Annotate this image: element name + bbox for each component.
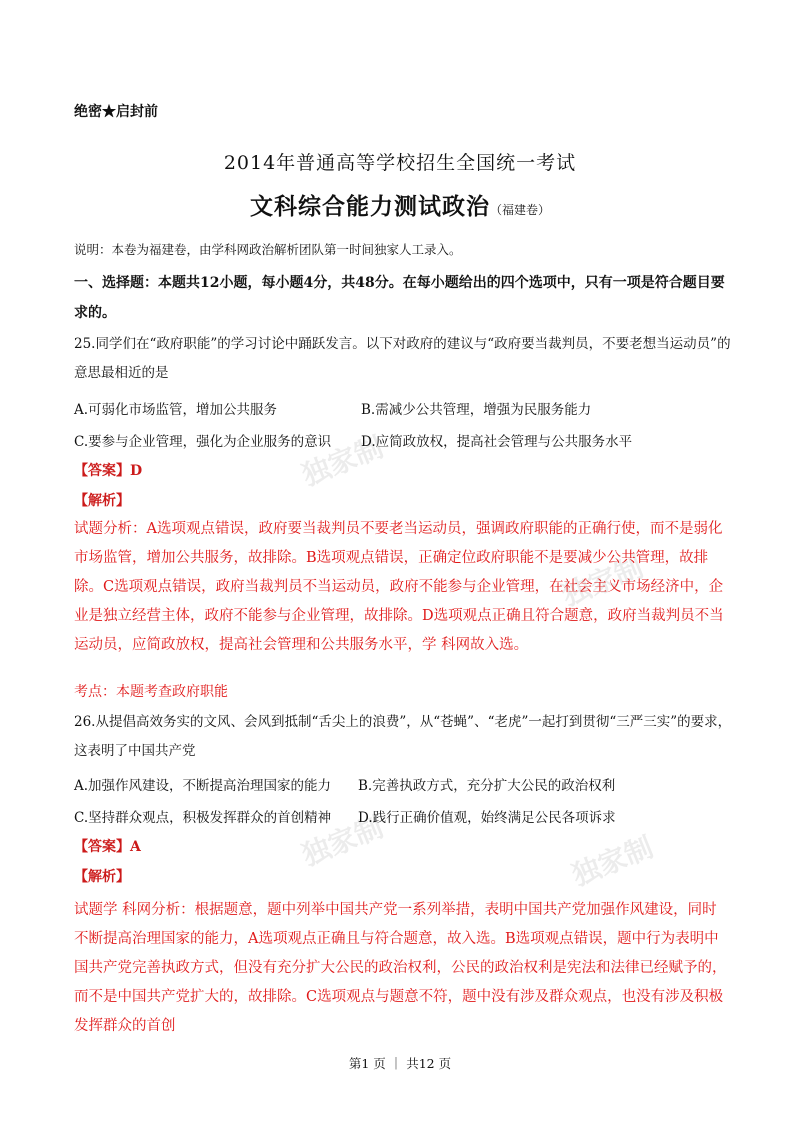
question-25-stem: 25.同学们在“政府职能”的学习讨论中踊跃发言。以下对政府的建议与“政府要当裁判员，不要老想当运动员”的意思最相近的是 — [74, 336, 731, 381]
q25-option-c: C.要参与企业管理，强化为企业服务的意识 — [74, 434, 332, 450]
watermark: 独家制 — [297, 810, 388, 873]
watermark: 独家制 — [557, 550, 648, 613]
q25-option-d: D.应简政放权，提高社会管理与公共服务水平 — [361, 434, 633, 450]
page-footer: 第1 页 ｜ 共12 页 — [348, 1056, 452, 1071]
paper-title — [0, 188, 800, 221]
secret-label: 绝密★启封前 — [74, 104, 158, 120]
watermark: 独家制 — [297, 430, 388, 493]
q25-analysis: 试题分析：A选项观点错误，政府要当裁判员不要老当运动员，强调政府职能的正确行使，而不是弱化市场监管，增加公共服务，故排除。B选项观点错误，正确定位政府职能不是要减少公共管理，故排除。C选项观点错误，政府当裁判员不当运动员，政府不能参与企业管理，在社会主义市场经济中，企业是独立经营主体，政府不能参与企业管理，故排除。D选项观点正确且符合题意，政府当裁判员不当运动员，应简政放权，提高社会管理和公共服务水平，学 科网故入选。 — [74, 521, 724, 653]
section-heading: 一、选择题：本题共12小题，每小题4分，共48分。在每小题给出的四个选项中，只有一项是符合题目要求的。 — [74, 275, 725, 321]
q26-option-c: C.坚持群众观点，积极发挥群众的首创精神 — [74, 810, 332, 826]
question-26-stem: 26.从提倡高效务实的文风、会风到抵制“舌尖上的浪费”，从“苍蝇”、“老虎”一起打到贯彻“三严三实”的要求，这表明了中国共产党 — [74, 714, 732, 759]
note-text: 说明：本卷为福建卷，由学科网政治解析团队第一时间独家人工录入。 — [74, 242, 462, 257]
q26-option-a: A.加强作风建设，不断提高治理国家的能力 — [74, 778, 332, 794]
q25-kaodian: 考点：本题考查政府职能 — [74, 684, 228, 700]
q26-analysis: 试题学 科网分析：根据题意，题中列举中国共产党一系列举措，表明中国共产党加强作风建设，同时不断提高治理国家的能力，A选项观点正确且与符合题意，故入选。B选项观点错误，题中行为表明中国共产党完善执政方式，但没有充分扩大公民的政治权利，公民的政治权利是宪法和法律已经赋予的，而不是中国共产党扩大的，故排除。C选项观点与题意不符，题中没有涉及群众观点，也没有涉及积极发挥群众的首创 — [74, 902, 727, 1034]
q25-analysis-label: 【解析】 — [74, 493, 130, 509]
q25-answer: 【答案】D — [74, 463, 143, 479]
paper-title-sub: （福建卷） — [489, 203, 550, 217]
q26-analysis-label: 【解析】 — [74, 869, 130, 885]
q26-option-d: D.践行正确价值观，始终满足公民各项诉求 — [358, 810, 616, 826]
q25-option-a: A.可弱化市场监管，增加公共服务 — [74, 402, 278, 418]
q25-option-b: B.需减少公共管理，增强为民服务能力 — [361, 402, 592, 418]
q26-option-b: B.完善执政方式，充分扩大公民的政治权利 — [358, 778, 616, 794]
q26-answer: 【答案】A — [74, 839, 141, 855]
paper-title-main: 文科综合能力测试政治 — [249, 193, 490, 220]
exam-title: 2014年普通高等学校招生全国统一考试 — [223, 152, 577, 174]
watermark: 独家制 — [567, 830, 658, 893]
